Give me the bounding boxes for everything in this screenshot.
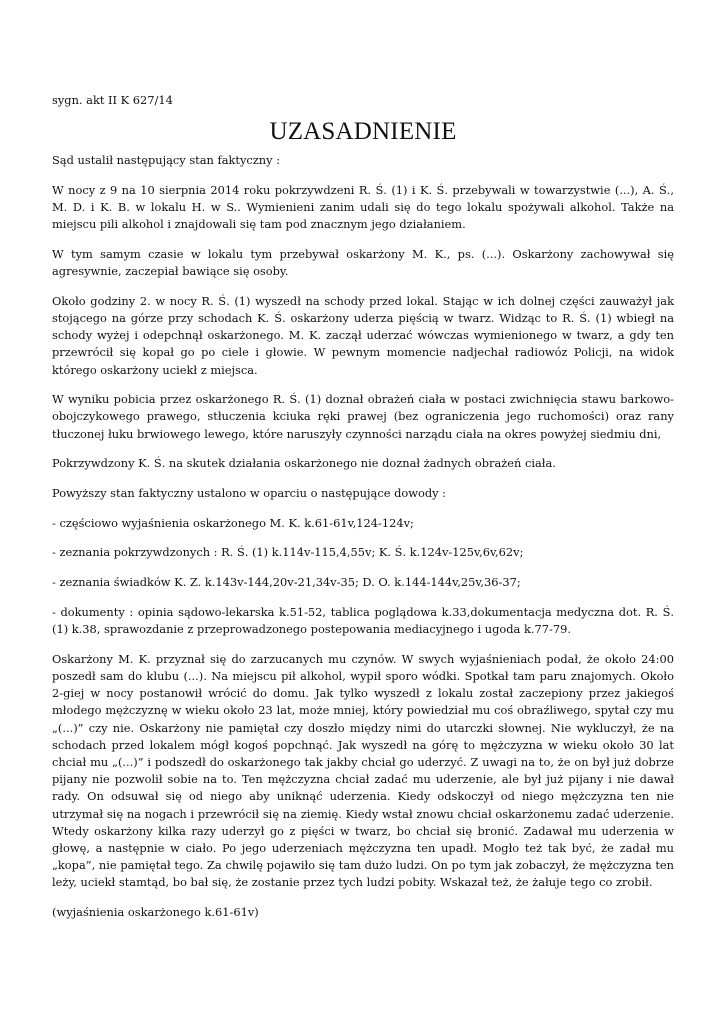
paragraph-facts-night: W nocy z 9 na 10 sierpnia 2014 roku pokrzywdzeni R. Ś. (1) i K. Ś. przebywali w towarzystwie (...), A. Ś., M. D. i K. B. w lokalu H. w S.. Wymienieni zanim udali się do tego lokalu spożywali alkohol. Także na miejscu pili alkohol i znajdowali się tam pod znacznym jego działaniem. bbox=[52, 182, 674, 232]
paragraph-defendant-statement: Oskarżony M. K. przyznał się do zarzucanych mu czynów. W swych wyjaśnieniach podał, że około 24:00 poszedł sam do klubu (...). Na miejscu pił alkohol, wypił sporo wódki. Spotkał tam paru znajomych. Około 2-giej w nocy postanowił wrócić do domu. Jak tylko wyszedł z lokalu został zaczepiony przez jakiegoś młodego mężczyznę w wieku około 23 lat, może mniej, który powiedział mu coś obraźliwego, spytał czy mu „(...)” czy nie. Oskarżony nie pamiętał czy doszło między nimi do utarczki słownej. Nie wykluczył, że na schodach przed lokalem mógł kogoś popchnąć. Jak wyszedł na górę to mężczyzna w wieku około 30 lat chciał mu „(...)” i podszedł do oskarżonego tak jakby chciał go uderzyć. Z uwagi na to, że on był już dobrze pijany nie pozwolił sobie na to. Ten mężczyzna chciał zadać mu uderzenie, ale był już pijany i nie dawał rady. On odsuwał się od niego aby uniknąć uderzenia. Kiedy odskoczył od niego mężczyzna ten nie utrzymał się na nogach i przewrócił się na ziemię. Kiedy wstał znowu chciał oskarżonemu zadać uderzenie. Wtedy oskarżony kilka razy uderzył go z pięści w twarz, bo chciał się bronić. Zadawał mu uderzenia w głowę, a następnie w ciało. Po jego uderzeniach mężczyzna ten upadł. Mogło też tak być, że zadał mu „kopa”, nie pamiętał tego. Za chwilę pojawiło się tam dużo ludzi. On po tym jak zobaczył, że mężczyzna ten leży, uciekł stamtąd, bo bał się, że zostanie przez tych ludzi pobity. Wskazał też, że żałuje tego co zrobił. bbox=[52, 651, 674, 890]
evidence-item-victims: - zeznania pokrzywdzonych : R. Ś. (1) k.114v-115,4,55v; K. Ś. k.124v-125v,6v,62v; bbox=[52, 545, 524, 560]
paragraph-intro: Sąd ustalił następujący stan faktyczny : bbox=[52, 153, 281, 167]
paragraph-citation: (wyjaśnienia oskarżonego k.61-61v) bbox=[52, 905, 259, 920]
evidence-item-documents: - dokumenty : opinia sądowo-lekarska k.51-52, tablica poglądowa k.33,dokumentacja medyczna dot. R. Ś. (1) k.38, sprawozdanie z przeprowadzonego postepowania mediacyjnego i ugoda k.77-79. bbox=[52, 604, 674, 637]
paragraph-injuries: W wyniku pobicia przez oskarżonego R. Ś. (1) doznał obrażeń ciała w postaci zwichnięcia stawu barkowo-obojczykowego prawego, stłuczenia kciuka ręki prawej (bez ograniczenia jego ruchomości) oraz rany tłuczonej łuku brwiowego lewego, które naruszyły czynności narządu ciała na okres powyżej siedmiu dni, bbox=[52, 392, 674, 441]
paragraph-no-injuries: Pokrzywdzony K. Ś. na skutek działania oskarżonego nie doznał żadnych obrażeń ciała. bbox=[52, 456, 556, 471]
document-title: UZASADNIENIE bbox=[269, 118, 457, 145]
case-signature: sygn. akt II K 627/14 bbox=[52, 93, 173, 107]
paragraph-incident: Około godziny 2. w nocy R. Ś. (1) wyszedł na schody przed lokal. Stając w ich dolnej części zauważył jak stojącego na górze przy schodach K. Ś. oskarżony uderza pięścią w twarz. Widząc to R. Ś. (1) wbiegł na schody wyżej i odepchnął oskarżonego. M. K. zaczął uderzać wówczas wymienionego w twarz, a gdy ten przewrócił się kopał go po ciele i głowie. W pewnym momencie nadjechał radiowóz Policji, na widok którego oskarżony uciekł z miejsca. bbox=[52, 293, 674, 377]
evidence-item-witnesses: - zeznania świadków K. Z. k.143v-144,20v-21,34v-35; D. O. k.144-144v,25v,36-37; bbox=[52, 575, 521, 590]
paragraph-evidence-intro: Powyższy stan faktyczny ustalono w oparciu o następujące dowody : bbox=[52, 486, 447, 501]
evidence-item-explanations: - częściowo wyjaśnienia oskarżonego M. K. k.61-61v,124-124v; bbox=[52, 515, 414, 530]
paragraph-defendant-presence: W tym samym czasie w lokalu tym przebywał oskarżony M. K., ps. (...). Oskarżony zachowywał się agresywnie, zaczepiał bawiące się osoby. bbox=[52, 246, 674, 279]
document-page bbox=[52, 92, 674, 934]
